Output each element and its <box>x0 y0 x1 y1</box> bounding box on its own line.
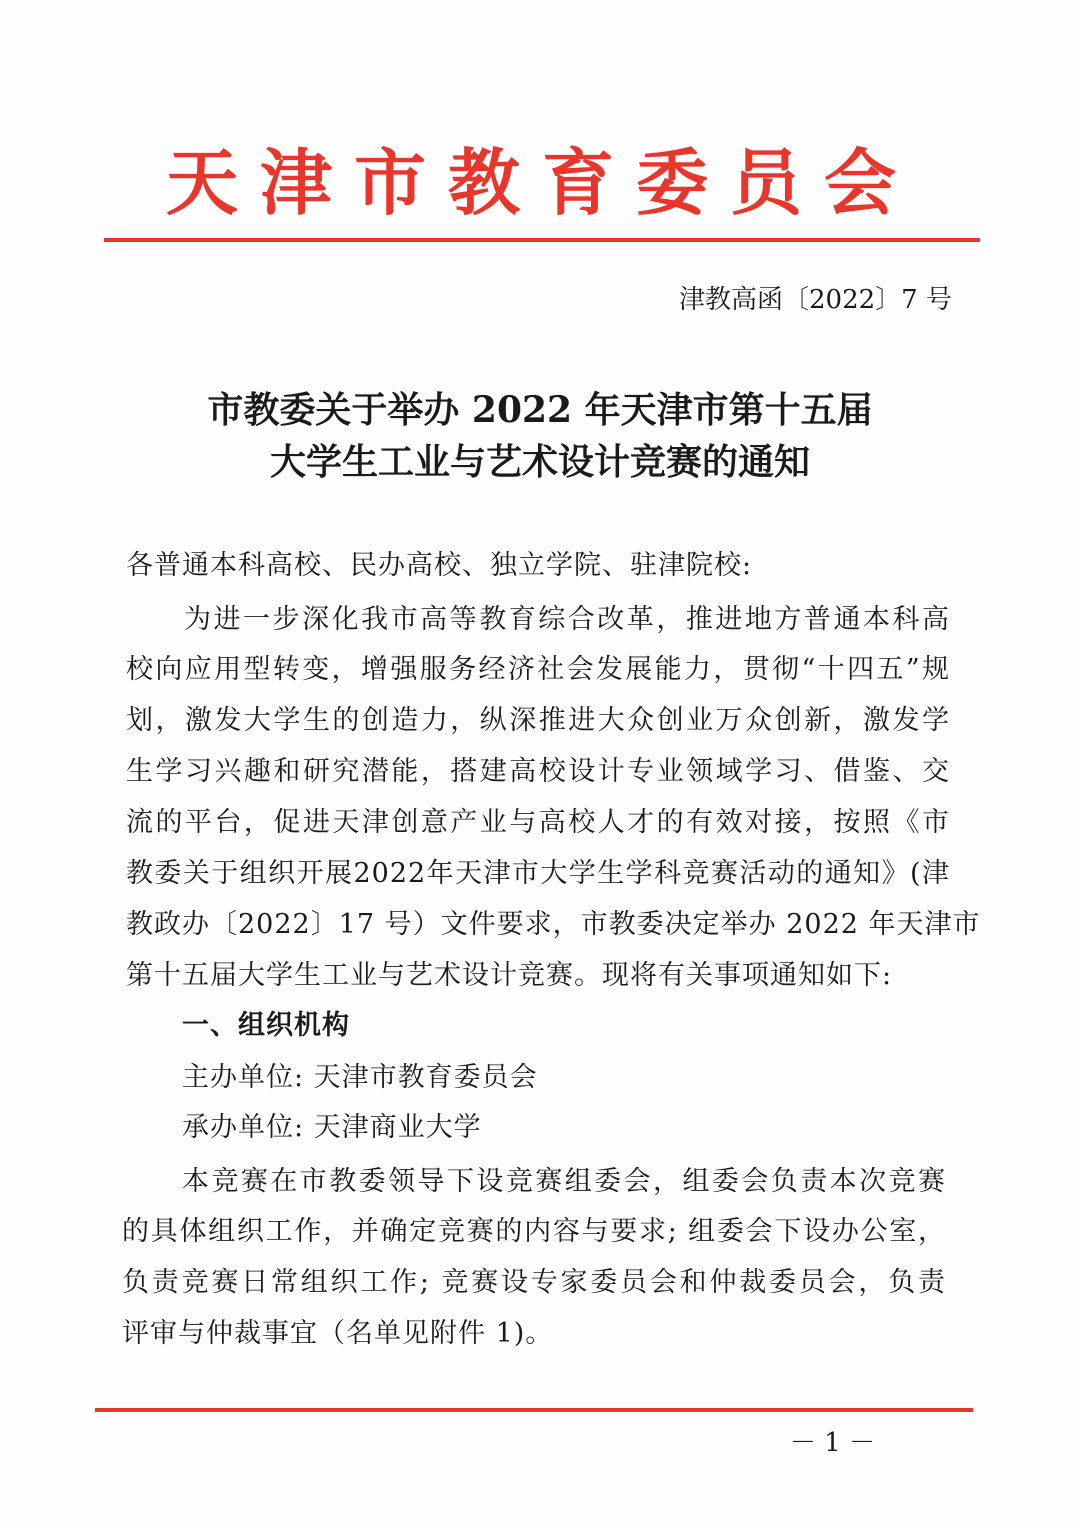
paragraph-1-line-8: 第十五届大学生工业与艺术设计竞赛。现将有关事项通知如下: <box>126 960 893 991</box>
addressee: 各普通本科高校、民办高校、独立学院、驻津院校: <box>126 550 753 581</box>
footer-red-rule <box>95 1408 973 1412</box>
document-title-line-1: 市教委关于举办 2022 年天津市第十五届 <box>207 389 873 431</box>
paragraph-2-line-4: 评审与仲裁事宜（名单见附件 1)。 <box>122 1318 554 1349</box>
document-title-line-2: 大学生工业与艺术设计竞赛的通知 <box>269 441 810 483</box>
paragraph-1-line-1: 为进一步深化我市高等教育综合改革，推进地方普通本科高 <box>184 604 950 635</box>
paragraph-1-line-3: 划，激发大学生的创造力，纵深推进大众创业万众创新，激发学 <box>126 705 950 736</box>
paragraph-1-line-6: 教委关于组织开展2022年天津市大学生学科竞赛活动的通知》(津 <box>126 858 950 889</box>
paragraph-2-line-2: 的具体组织工作，并确定竞赛的内容与要求; 组委会下设办公室， <box>122 1216 946 1247</box>
paragraph-1-line-2: 校向应用型转变，增强服务经济社会发展能力，贯彻“十四五”规 <box>126 654 950 685</box>
paragraph-2-line-3: 负责竞赛日常组织工作; 竞赛设专家委员会和仲裁委员会，负责 <box>122 1267 946 1298</box>
paragraph-1-line-4: 生学习兴趣和研究潜能，搭建高校设计专业领域学习、借鉴、交 <box>126 756 950 787</box>
issuer-header: 天津市教育委员会 <box>165 141 918 225</box>
document-number: 津教高函〔2022〕7 号 <box>679 285 952 315</box>
organizer-unit: 承办单位: 天津商业大学 <box>182 1112 482 1143</box>
page-number: － 1 － <box>790 1428 876 1458</box>
section-1-heading: 一、组织机构 <box>182 1010 350 1041</box>
header-red-rule <box>104 238 980 242</box>
paragraph-1-line-5: 流的平台，促进天津创意产业与高校人才的有效对接，按照《市 <box>126 807 950 838</box>
paragraph-2-line-1: 本竞赛在市教委领导下设竞赛组委会，组委会负责本次竞赛 <box>182 1166 946 1197</box>
paragraph-1-line-7: 教政办〔2022〕17 号）文件要求，市教委决定举办 2022 年天津市 <box>126 909 981 940</box>
host-unit: 主办单位: 天津市教育委员会 <box>182 1062 538 1093</box>
